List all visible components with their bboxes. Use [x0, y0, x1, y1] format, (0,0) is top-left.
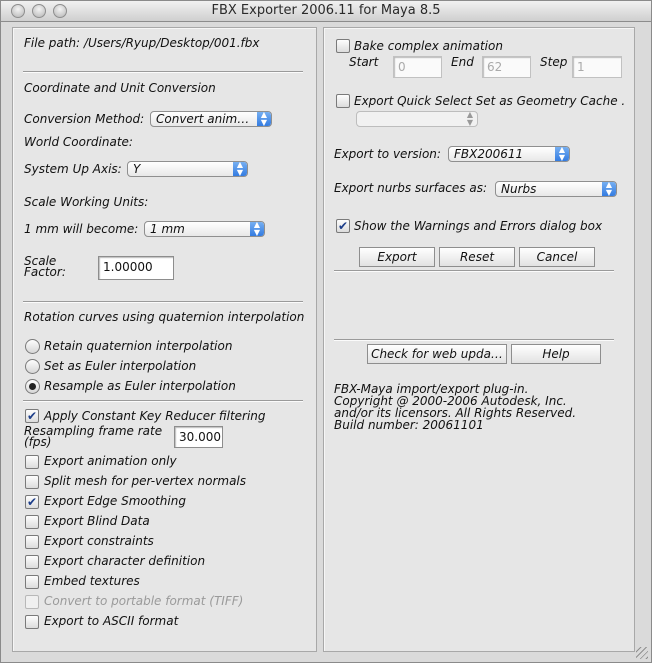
set-euler-label[interactable]: Set as Euler interpolation [44, 359, 197, 373]
resize-grip-icon[interactable] [636, 647, 648, 659]
about-line: and/or its licensors. All Rights Reserved. [334, 406, 577, 420]
coord-section-heading: Coordinate and Unit Conversion [24, 81, 216, 95]
retain-quaternion-radio[interactable] [25, 339, 40, 354]
nurbs-surfaces-value: Nurbs [501, 182, 537, 196]
resample-euler-label[interactable]: Resample as Euler interpolation [44, 379, 236, 393]
quick-select-cache-checkbox[interactable] [336, 94, 350, 108]
scale-factor-input[interactable]: 1.00000 [98, 256, 174, 280]
about-line: Build number: 20061101 [334, 418, 484, 432]
file-path-text: File path: /Users/Ryup/Desktop/001.fbx [24, 36, 260, 50]
divider [23, 301, 303, 303]
check-web-update-button[interactable]: Check for web upda… [367, 344, 507, 364]
dropdown-arrows-icon: ▲ ▼ [250, 221, 264, 237]
mm-become-dropdown[interactable] [144, 221, 265, 237]
conversion-method-dropdown[interactable] [150, 111, 272, 127]
divider [334, 270, 614, 272]
resample-rate-label-line2: (fps) [24, 435, 52, 449]
export-animation-only-checkbox[interactable] [25, 455, 39, 469]
divider [23, 400, 303, 402]
system-up-axis-label: System Up Axis: [24, 162, 122, 176]
divider [334, 339, 614, 341]
system-up-axis-dropdown[interactable] [127, 161, 248, 177]
resample-rate-label-line1: Resampling frame rate [24, 424, 163, 438]
export-version-value: FBX200611 [454, 147, 524, 161]
show-warnings-checkbox[interactable]: ✔ [337, 219, 349, 233]
mm-become-label: 1 mm will become: [24, 222, 139, 236]
quick-select-set-dropdown [356, 111, 478, 127]
about-text [334, 383, 576, 431]
set-euler-radio[interactable] [25, 359, 40, 374]
edge-smoothing-label[interactable]: Export Edge Smoothing [44, 494, 186, 508]
convert-tiff-label: Convert to portable format (TIFF) [44, 594, 244, 608]
reset-button[interactable]: Reset [439, 247, 515, 267]
export-version-label: Export to version: [334, 147, 441, 161]
cancel-button[interactable]: Cancel [519, 247, 595, 267]
export-button[interactable]: Export [359, 247, 435, 267]
export-version-dropdown[interactable] [448, 146, 570, 162]
ascii-format-checkbox[interactable] [25, 615, 39, 629]
window-title: FBX Exporter 2006.11 for Maya 8.5 [211, 3, 441, 18]
convert-tiff-checkbox [25, 595, 39, 609]
about-line: Copyright @ 2000-2006 Autodesk, Inc. [334, 394, 567, 408]
end-frame-input: 62 [482, 56, 531, 78]
resample-rate-label [24, 426, 162, 448]
character-definition-checkbox[interactable] [25, 555, 39, 569]
scale-factor-label [24, 256, 66, 278]
dropdown-arrows-icon: ▲ ▼ [555, 146, 569, 162]
character-definition-label[interactable]: Export character definition [44, 554, 206, 568]
start-frame-input: 0 [393, 56, 442, 78]
title-bar[interactable] [1, 1, 651, 22]
embed-textures-label[interactable]: Embed textures [44, 574, 140, 588]
blind-data-label[interactable]: Export Blind Data [44, 514, 150, 528]
rotation-section-heading: Rotation curves using quaternion interpolation [24, 310, 305, 324]
dropdown-arrows-icon: ▲ ▼ [466, 111, 474, 127]
split-mesh-label[interactable]: Split mesh for per-vertex normals [44, 474, 247, 488]
export-animation-only-label[interactable]: Export animation only [44, 454, 177, 468]
bake-animation-checkbox[interactable] [336, 39, 350, 53]
conversion-method-label: Conversion Method: [24, 112, 145, 126]
about-line: FBX-Maya import/export plug-in. [334, 382, 529, 396]
conversion-method-value: Convert anim… [156, 112, 250, 126]
export-constraints-label[interactable]: Export constraints [44, 534, 154, 548]
edge-smoothing-checkbox[interactable]: ✔ [26, 495, 38, 509]
embed-textures-checkbox[interactable] [25, 575, 39, 589]
dropdown-arrows-icon: ▲ ▼ [602, 181, 616, 197]
scale-factor-label-line2: Factor: [24, 265, 66, 279]
quick-select-cache-label[interactable]: Export Quick Select Set as Geometry Cache . [354, 94, 626, 108]
scale-working-units-label: Scale Working Units: [24, 195, 149, 209]
resample-rate-input[interactable]: 30.000 [174, 426, 223, 448]
system-up-axis-value: Y [133, 162, 141, 176]
step-label: Step [540, 55, 568, 69]
show-warnings-label[interactable]: Show the Warnings and Errors dialog box [354, 219, 603, 233]
end-label: End [451, 55, 474, 69]
ascii-format-label[interactable]: Export to ASCII format [44, 614, 179, 628]
key-reducer-label[interactable]: Apply Constant Key Reducer filtering [44, 409, 266, 423]
split-mesh-checkbox[interactable] [25, 475, 39, 489]
nurbs-surfaces-dropdown[interactable] [495, 181, 617, 197]
step-input: 1 [572, 56, 622, 78]
divider [23, 71, 303, 73]
right-options-panel [323, 27, 635, 652]
nurbs-surfaces-label: Export nurbs surfaces as: [334, 181, 487, 195]
key-reducer-checkbox[interactable]: ✔ [26, 409, 38, 423]
dropdown-arrows-icon: ▲ ▼ [233, 161, 247, 177]
start-label: Start [349, 55, 379, 69]
resample-euler-radio[interactable] [25, 379, 40, 394]
export-constraints-checkbox[interactable] [25, 535, 39, 549]
mm-become-value: 1 mm [150, 222, 185, 236]
dropdown-arrows-icon: ▲ ▼ [257, 111, 271, 127]
scale-factor-label-line1: Scale [24, 254, 57, 268]
world-coordinate-label: World Coordinate: [24, 135, 133, 149]
blind-data-checkbox[interactable] [25, 515, 39, 529]
bake-animation-label[interactable]: Bake complex animation [354, 39, 503, 53]
left-options-panel [12, 27, 317, 652]
retain-quaternion-label[interactable]: Retain quaternion interpolation [44, 339, 233, 353]
help-button[interactable]: Help [511, 344, 601, 364]
